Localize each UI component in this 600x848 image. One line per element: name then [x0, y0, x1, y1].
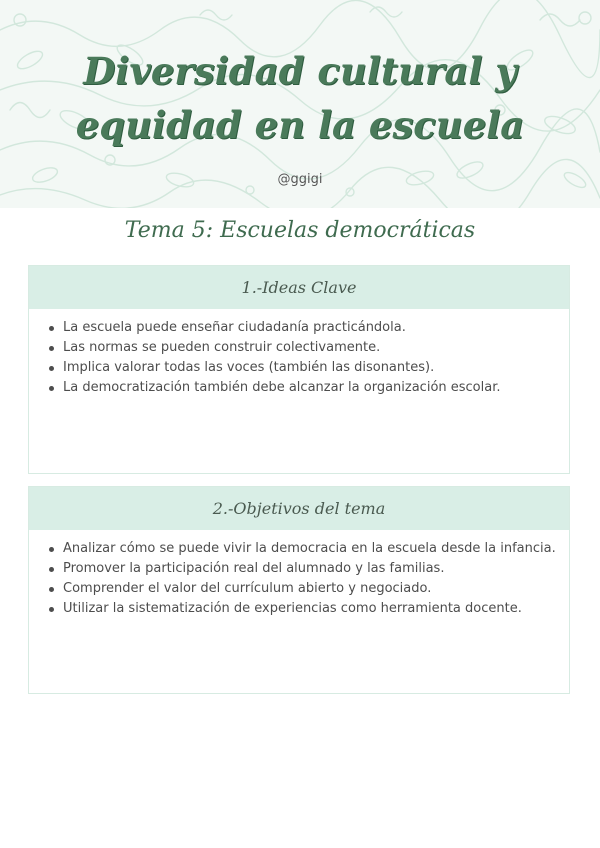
bullet-list	[29, 309, 569, 398]
list-item-text: Implica valorar todas las voces (también las disonantes).	[63, 360, 435, 375]
list-item	[49, 539, 569, 559]
list-item-text: La escuela puede enseñar ciudadanía practicándola.	[63, 320, 406, 335]
list-item-text: Promover la participación real del alumnado y las familias.	[63, 561, 445, 576]
bullet-icon	[49, 587, 54, 592]
bullet-icon	[49, 567, 54, 572]
list-item	[49, 378, 569, 398]
list-item	[49, 579, 569, 599]
topic-subtitle: Tema 5: Escuelas democráticas	[124, 218, 476, 243]
list-item-text: Analizar cómo se puede vivir la democracia en la escuela desde la infancia.	[63, 541, 556, 556]
section-heading: 1.-Ideas Clave	[29, 266, 569, 309]
bullet-icon	[49, 386, 54, 391]
bullet-icon	[49, 326, 54, 331]
section-ideas-clave	[28, 265, 570, 474]
document-title: Diversidad cultural y equidad en la escuela	[75, 49, 525, 147]
section-objetivos	[28, 486, 570, 694]
section-heading: 2.-Objetivos del tema	[29, 487, 569, 530]
list-item	[49, 599, 569, 619]
bullet-list	[29, 530, 569, 619]
list-item	[49, 358, 569, 378]
list-item-text: Las normas se pueden construir colectivamente.	[63, 340, 381, 355]
bullet-icon	[49, 366, 54, 371]
bullet-icon	[49, 346, 54, 351]
list-item	[49, 559, 569, 579]
list-item-text: Comprender el valor del currículum abierto y negociado.	[63, 581, 432, 596]
list-item-text: Utilizar la sistematización de experiencias como herramienta docente.	[63, 601, 522, 616]
list-item-text: La democratización también debe alcanzar la organización escolar.	[63, 380, 501, 395]
header-banner	[0, 0, 600, 208]
author-handle: @ggigi	[277, 172, 323, 187]
list-item	[49, 338, 569, 358]
bullet-icon	[49, 607, 54, 612]
list-item	[49, 318, 569, 338]
bullet-icon	[49, 547, 54, 552]
